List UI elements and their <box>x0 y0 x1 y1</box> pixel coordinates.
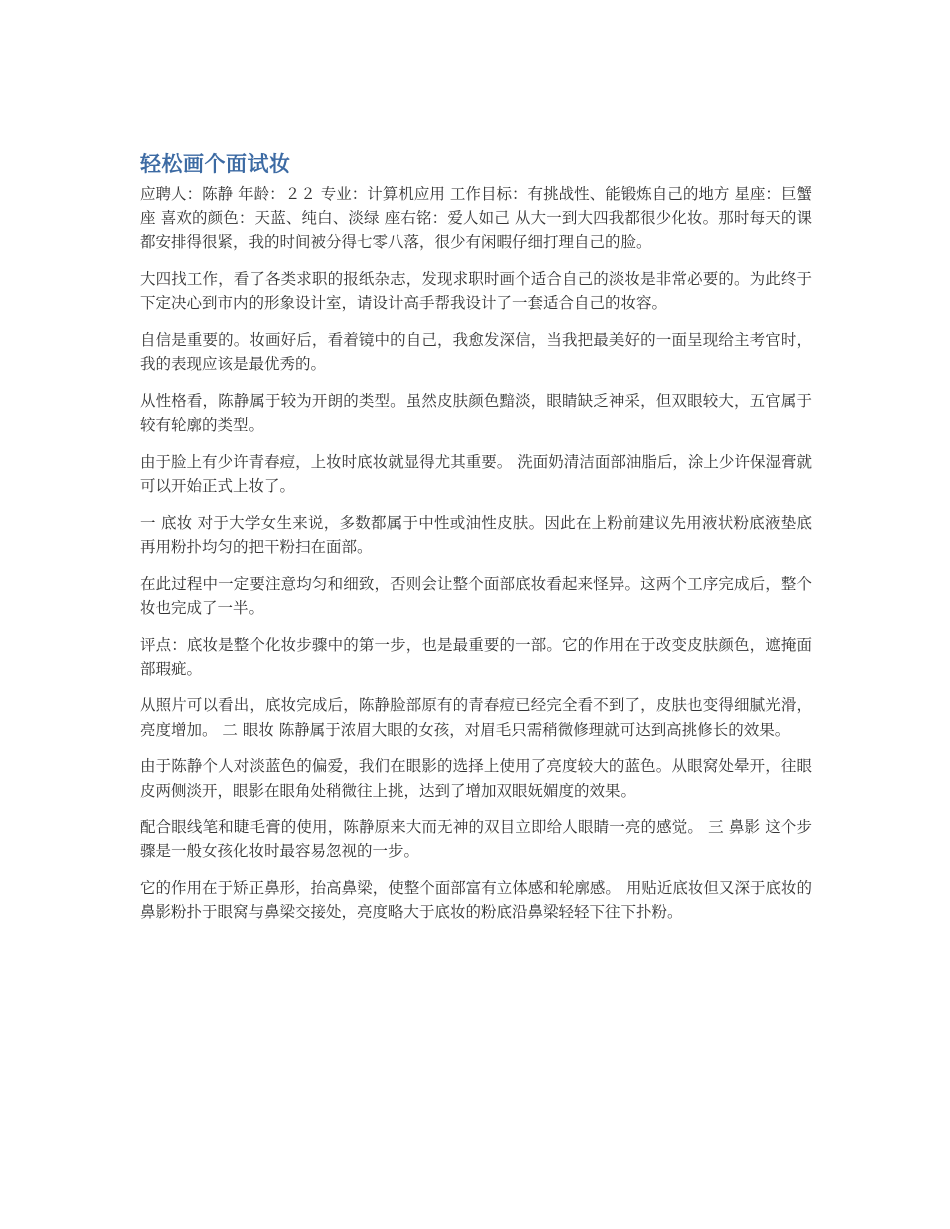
paragraph: 大四找工作，看了各类求职的报纸杂志，发现求职时画个适合自己的淡妆是非常必要的。为此终于下定决心到市内的形象设计室，请设计高手帮我设计了一套适合自己的妆容。 <box>140 270 812 313</box>
paragraph: 由于陈静个人对淡蓝色的偏爱，我们在眼影的选择上使用了亮度较大的蓝色。从眼窝处晕开，往眼皮两侧淡开，眼影在眼角处稍微往上挑，达到了增加双眼妩媚度的效果。 <box>140 757 812 800</box>
paragraph: 一 底妆 对于大学女生来说，多数都属于中性或油性皮肤。因此在上粉前建议先用液状粉底液垫底再用粉扑均匀的把干粉扫在面部。 <box>140 513 812 556</box>
document-title: 轻松画个面试妆 <box>140 152 291 176</box>
paragraph: 应聘人：陈静 年龄：２２ 专业：计算机应用 工作目标：有挑战性、能锻炼自己的地方 星座：巨蟹座 喜欢的颜色：天蓝、纯白、淡绿 座右铭：爱人如己 从大一到大四我都很少化妆。那时每天的课都安排得很紧，我的时间被分得七零八落，很少有闲暇仔细打理自己的脸。 <box>140 185 812 252</box>
paragraph: 评点：底妆是整个化妆步骤中的第一步，也是最重要的一部。它的作用在于改变皮肤颜色，遮掩面部瑕疵。 <box>140 635 812 678</box>
paragraph: 自信是重要的。妆画好后，看着镜中的自己，我愈发深信，当我把最美好的一面呈现给主考官时，我的表现应该是最优秀的。 <box>140 331 812 374</box>
paragraph: 它的作用在于矫正鼻形，抬高鼻梁，使整个面部富有立体感和轮廓感。 用贴近底妆但又深于底妆的鼻影粉扑于眼窝与鼻梁交接处，亮度略大于底妆的粉底沿鼻梁轻轻下往下扑粉。 <box>140 879 812 922</box>
paragraph: 从照片可以看出，底妆完成后，陈静脸部原有的青春痘已经完全看不到了，皮肤也变得细腻光滑，亮度增加。 二 眼妆 陈静属于浓眉大眼的女孩，对眉毛只需稍微修理就可达到高挑修长的效果。 <box>140 696 812 739</box>
document-page <box>140 150 812 937</box>
paragraph: 在此过程中一定要注意均匀和细致，否则会让整个面部底妆看起来怪异。这两个工序完成后，整个妆也完成了一半。 <box>140 574 812 617</box>
paragraph: 从性格看，陈静属于较为开朗的类型。虽然皮肤颜色黯淡，眼睛缺乏神采，但双眼较大，五官属于较有轮廓的类型。 <box>140 391 812 435</box>
paragraph: 配合眼线笔和睫毛膏的使用，陈静原来大而无神的双目立即给人眼睛一亮的感觉。 三 鼻影 这个步骤是一般女孩化妆时最容易忽视的一步。 <box>140 818 812 861</box>
paragraph: 由于脸上有少许青春痘，上妆时底妆就显得尤其重要。 洗面奶清洁面部油脂后，涂上少许保湿膏就可以开始正式上妆了。 <box>140 452 812 496</box>
